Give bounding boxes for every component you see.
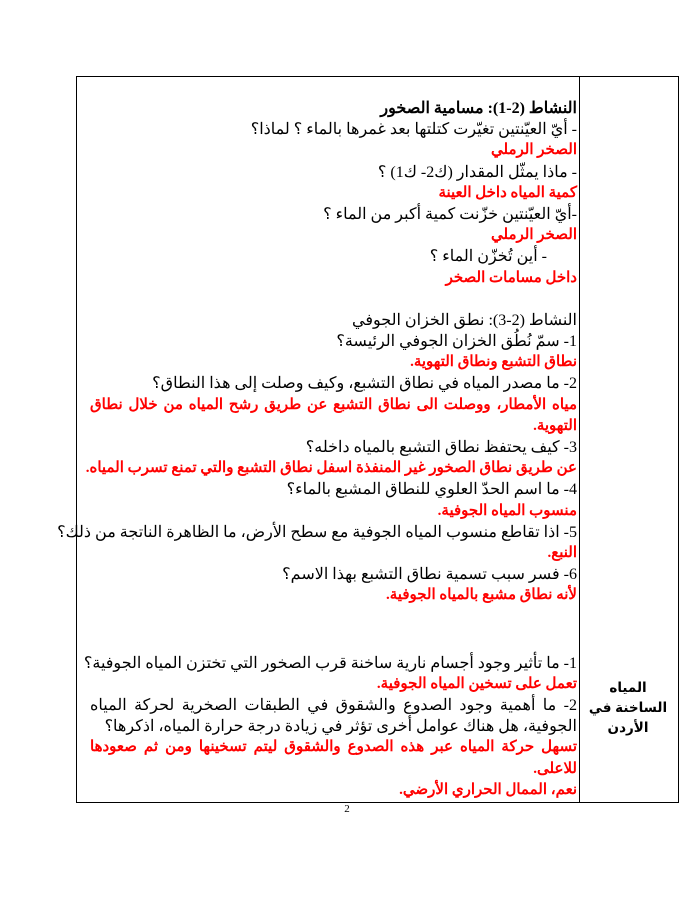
question: - أيّ العيّنتين تغيّرت كتلتها بعد غمرها بالماء ؟ لماذا؟ <box>250 121 577 139</box>
table-column-divider <box>579 76 580 802</box>
answer: الصخر الرملي <box>491 227 577 244</box>
question: - ماذا يمثّل المقدار (ك2- ك1) ؟ <box>377 163 577 181</box>
question: -أيّ العيّنتين خزّنت كمية أكبر من الماء ؟ <box>323 206 577 224</box>
answer: نعم، الممال الحراري الأرضي. <box>399 781 577 798</box>
answer: عن طريق نطاق الصخور غير المنفذة اسفل نطاق التشبع والتي تمنع تسرب المياه. <box>85 460 577 477</box>
spacer <box>90 607 577 653</box>
page-number: 2 <box>344 803 350 815</box>
question: 5- اذا تقاطع منسوب المياه الجوفية مع سطح الأرض، ما الظاهرة الناتجة من ذلك؟ <box>57 523 577 541</box>
answer: تسهل حركة المياه عبر هذه الصدوع والشقوق ليتم تسخينها ومن ثم صعودها للاعلى. <box>90 739 577 777</box>
question: - أين تُخزّن الماء ؟ <box>429 248 547 266</box>
answer: نطاق التشبع ونطاق التهوية. <box>410 354 577 371</box>
answer: النبع. <box>547 545 577 562</box>
question: 3- كيف يحتفظ نطاق التشبع بالمياه داخله؟ <box>305 439 577 457</box>
answer: داخل مسامات الصخر <box>445 269 577 286</box>
activity-porosity-title: النشاط (2-1): مسامية الصخور <box>380 100 577 117</box>
question: 1- سمّ نُطُق الخزان الجوفي الرئيسة؟ <box>336 333 577 351</box>
spacer <box>90 289 577 310</box>
question: 1- ما تأثير وجود أجسام نارية ساخنة قرب الصخور التي تختزن المياه الجوفية؟ <box>83 654 577 672</box>
question: 2- ما أهمية وجود الصدوع والشقوق في الطبقات الصخرية لحركة المياه الجوفية، هل هناك عوامل أخرى تؤثر في زيادة درجة حرارة المياه، اذكرها؟ <box>90 697 577 736</box>
question: 2- ما مصدر المياه في نطاق التشبع، وكيف وصلت إلى هذا النطاق؟ <box>152 375 577 393</box>
question: 6- فسر سبب تسمية نطاق التشبع بهذا الاسم؟ <box>282 566 577 584</box>
answer: منسوب المياه الجوفية. <box>437 502 577 519</box>
row-label-hot-water: المياه الساخنة في الأردن <box>588 680 668 735</box>
answer: كمية المياه داخل العينة <box>438 184 577 201</box>
answer: لأنه نطاق مشبع بالمياه الجوفية. <box>386 587 577 604</box>
question: 4- ما اسم الحدّ العلوي للنطاق المشبع بالماء؟ <box>286 481 577 499</box>
answer: تعمل على تسخين المياه الجوفية. <box>376 675 577 692</box>
answer: الصخر الرملي <box>491 142 577 159</box>
main-content-cell <box>57 98 577 801</box>
activity-aquifer-title: النشاط (2-3): نطق الخزان الجوفي <box>351 311 577 329</box>
answer: مياه الأمطار، ووصلت الى نطاق التشبع عن طريق رشح المياه من خلال نطاق التهوية. <box>90 396 577 434</box>
